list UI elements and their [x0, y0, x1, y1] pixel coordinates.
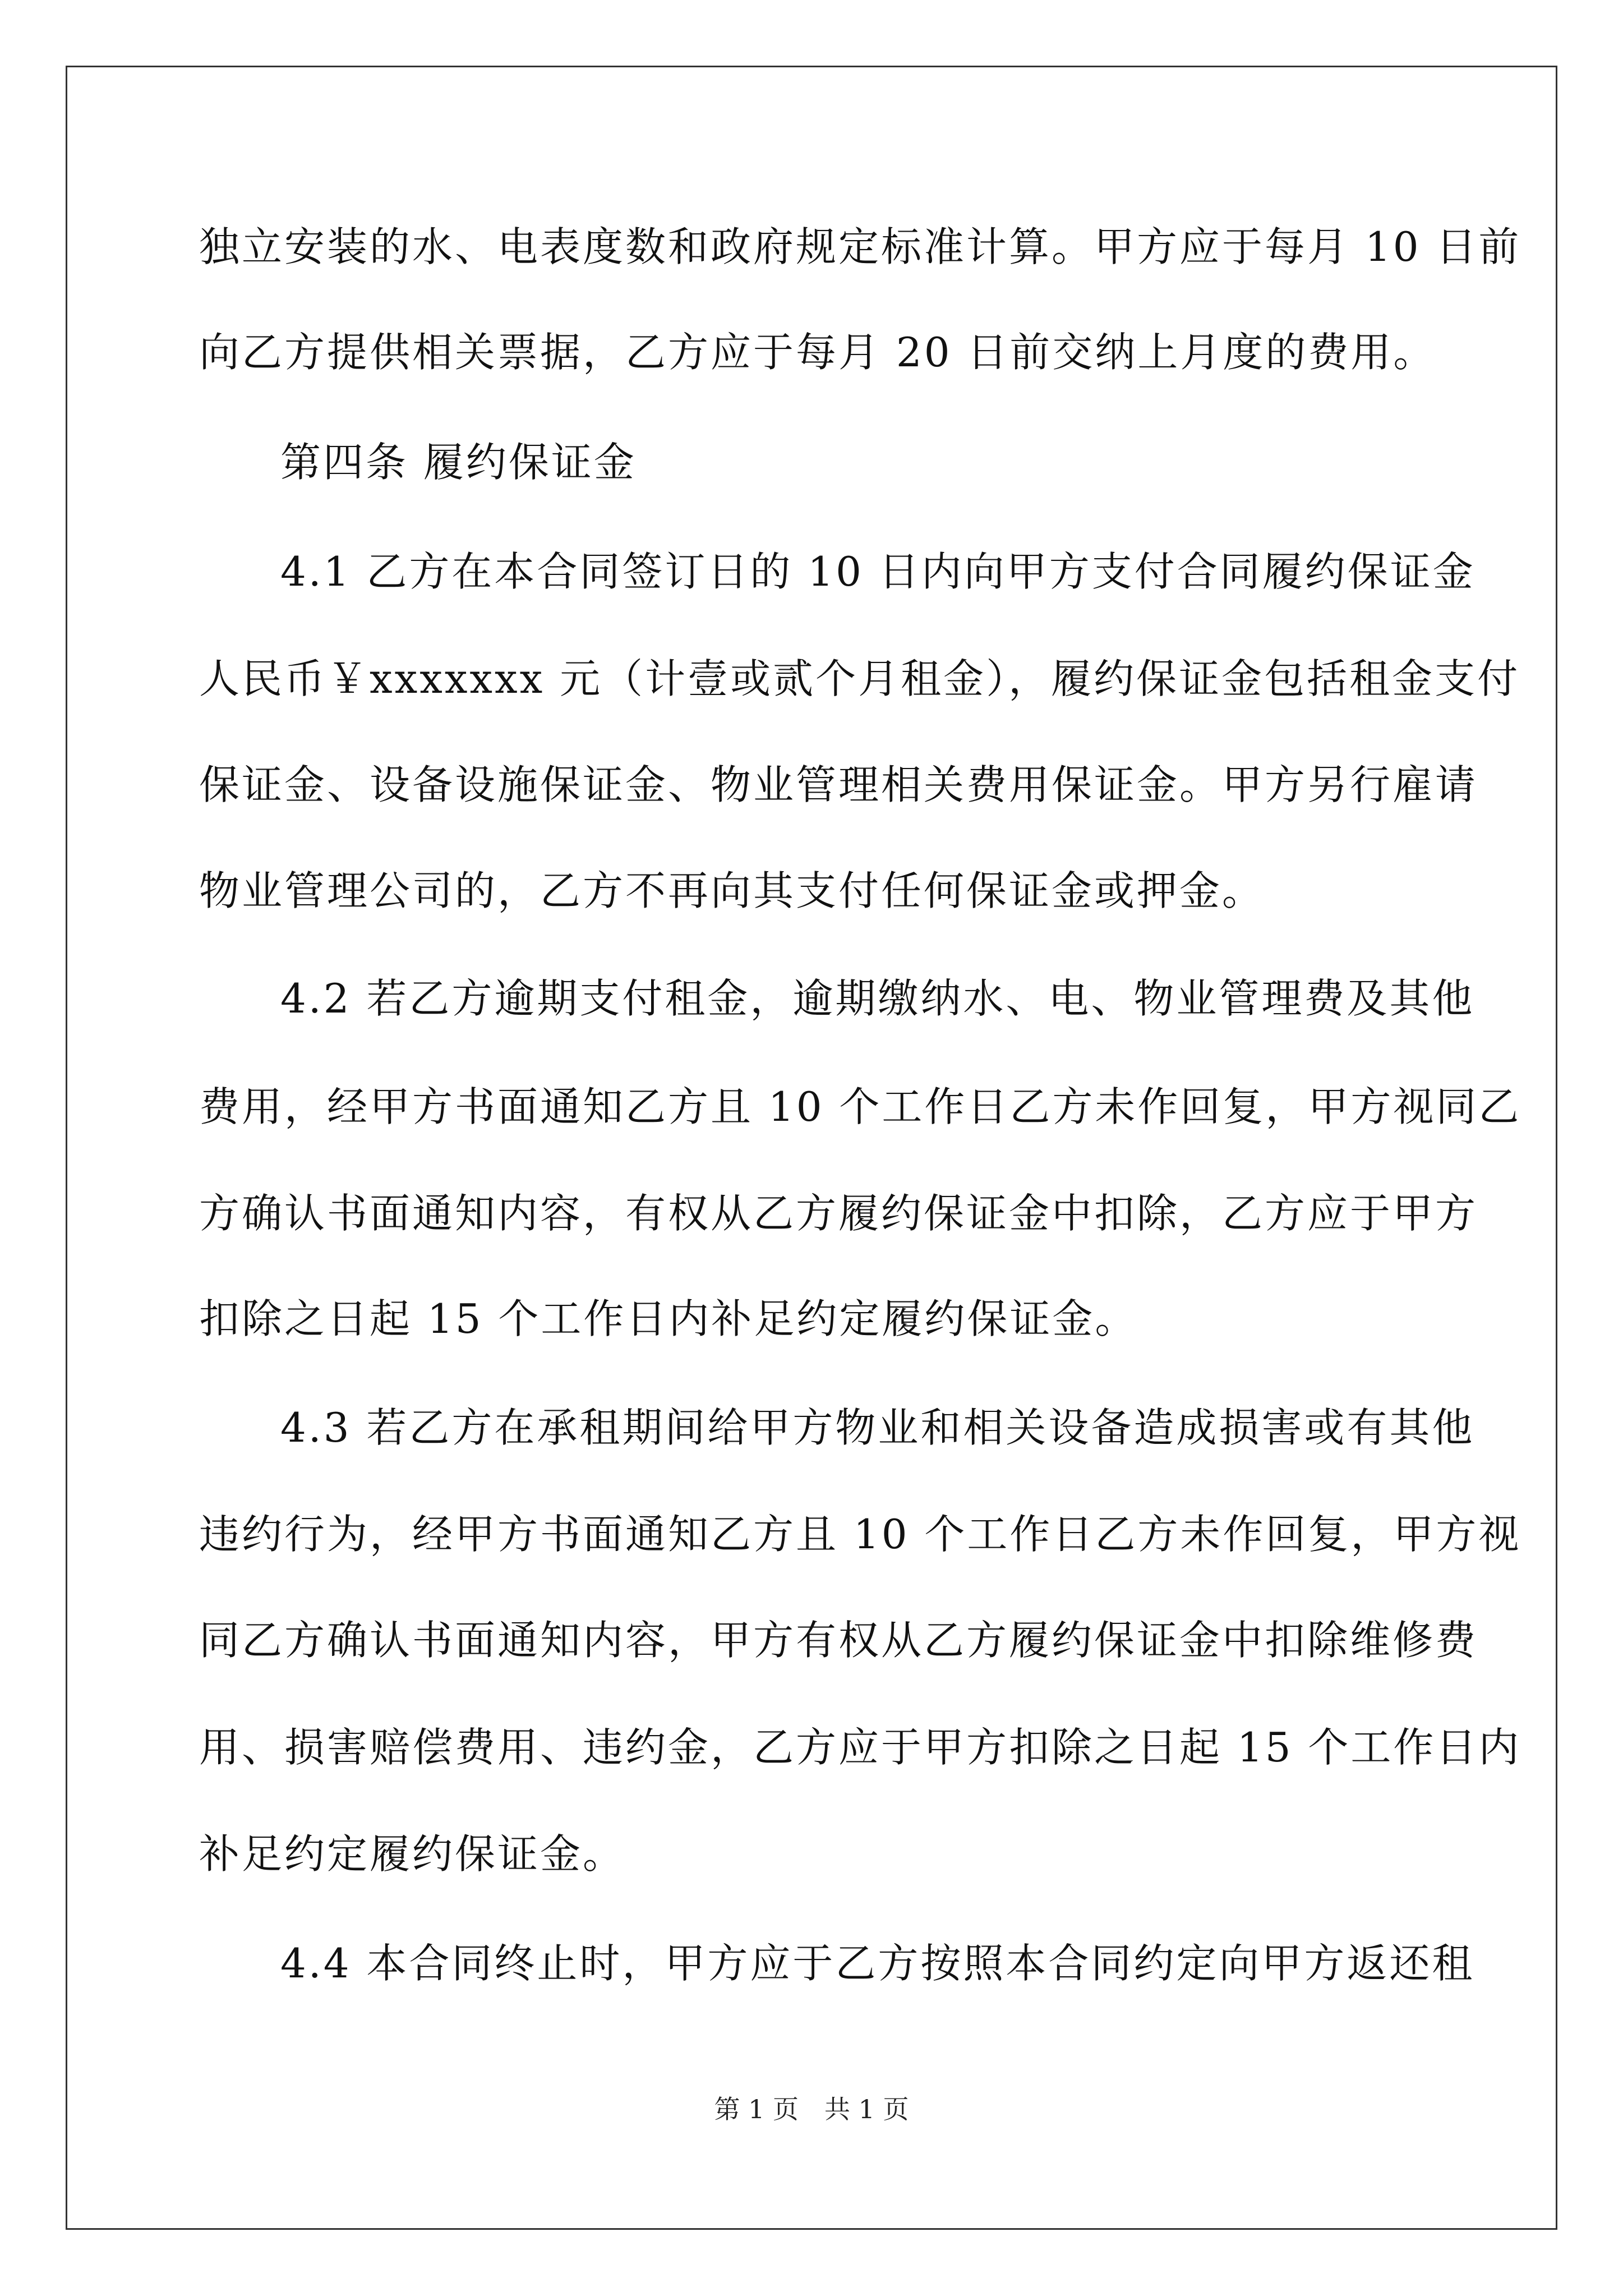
clause-first-line: 4.4 本合同终止时，甲方应于乙方按照本合同约定向甲方返还租 — [280, 1940, 1475, 1987]
page-border — [66, 66, 1557, 2230]
body-line: 独立安装的水、电表度数和政府规定标准计算。甲方应于每月 10 日前 — [199, 223, 1521, 270]
page-footer: 第 1 页 共 1 页 — [714, 2094, 909, 2124]
body-line: 费用，经甲方书面通知乙方且 10 个工作日乙方未作回复，甲方视同乙 — [199, 1083, 1521, 1130]
body-line: 同乙方确认书面通知内容，甲方有权从乙方履约保证金中扣除维修费 — [199, 1617, 1478, 1664]
body-line: 扣除之日起 15 个工作日内补足约定履约保证金。 — [199, 1295, 1138, 1342]
clause-first-line: 4.1 乙方在本合同签订日的 10 日内向甲方支付合同履约保证金 — [280, 548, 1476, 595]
body-line: 方确认书面通知内容，有权从乙方履约保证金中扣除，乙方应于甲方 — [199, 1190, 1478, 1237]
section-heading: 第四条 履约保证金 — [280, 439, 637, 486]
body-line: 人民币￥xxxxxxx 元（计壹或贰个月租金），履约保证金包括租金支付 — [199, 655, 1520, 702]
body-line: 向乙方提供相关票据，乙方应于每月 20 日前交纳上月度的费用。 — [199, 329, 1436, 376]
body-line: 用、损害赔偿费用、违约金，乙方应于甲方扣除之日起 15 个工作日内 — [199, 1724, 1521, 1771]
body-line: 保证金、设备设施保证金、物业管理相关费用保证金。甲方另行雇请 — [199, 761, 1478, 808]
body-line: 补足约定履约保证金。 — [199, 1830, 626, 1878]
body-line: 物业管理公司的，乙方不再向其支付任何保证金或押金。 — [199, 867, 1265, 914]
body-line: 违约行为，经甲方书面通知乙方且 10 个工作日乙方未作回复，甲方视 — [199, 1511, 1521, 1558]
clause-first-line: 4.3 若乙方在承租期间给甲方物业和相关设备造成损害或有其他 — [280, 1404, 1475, 1451]
clause-first-line: 4.2 若乙方逾期支付租金，逾期缴纳水、电、物业管理费及其他 — [280, 975, 1475, 1022]
